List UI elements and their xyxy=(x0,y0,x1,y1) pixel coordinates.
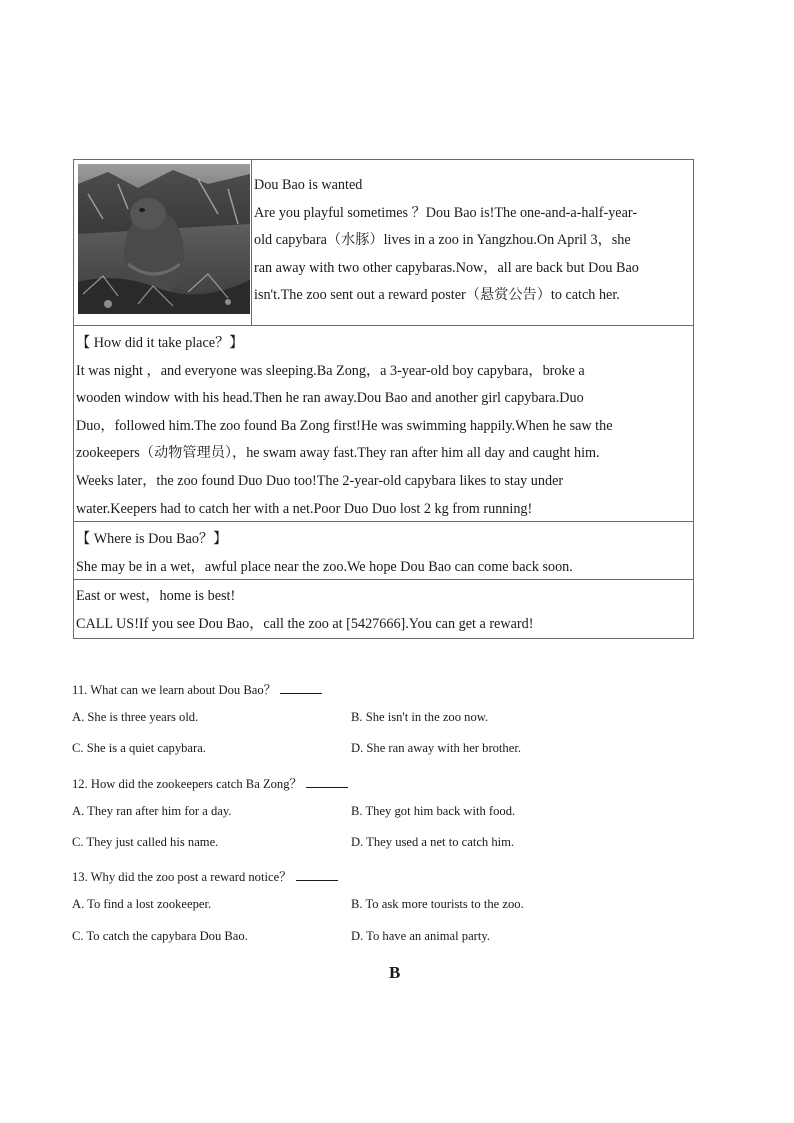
answer-blank[interactable] xyxy=(280,683,322,694)
capybara-photo xyxy=(78,164,250,314)
option-13-a[interactable]: A. To find a lost zookeeper. xyxy=(72,897,212,911)
poster-how-row xyxy=(74,326,693,522)
poster-where-row xyxy=(74,522,693,580)
question-12 xyxy=(72,773,348,792)
poster-title: Dou Bao is wanted xyxy=(254,177,363,193)
option-13-d[interactable]: D. To have an animal party. xyxy=(351,929,491,943)
how-line: water.Keepers had to catch her with a net.Poor Duo Duo lost 2 kg from running! xyxy=(76,500,533,517)
question-11 xyxy=(72,679,322,698)
option-11-c[interactable]: C. She is a quiet capybara. xyxy=(72,741,206,755)
how-section-text xyxy=(76,330,689,523)
poster-intro-row xyxy=(74,160,693,326)
photo-cell xyxy=(74,160,252,325)
where-heading: 【 Where is Dou Bao？】 xyxy=(76,531,228,547)
option-12-d[interactable]: D. They used a net to catch him. xyxy=(351,835,515,849)
option-13-b[interactable]: B. To ask more tourists to the zoo. xyxy=(351,897,524,911)
where-section-text xyxy=(76,526,689,581)
call-line: CALL US!If you see Dou Bao，call the zoo at [5427666].You can get a reward! xyxy=(76,615,534,632)
poster-call-row xyxy=(74,580,693,639)
how-heading: 【 How did it take place？】 xyxy=(76,335,244,351)
option-12-c[interactable]: C. They just called his name. xyxy=(72,835,219,849)
option-13-c[interactable]: C. To catch the capybara Dou Bao. xyxy=(72,929,248,943)
option-12-a[interactable]: A. They ran after him for a day. xyxy=(72,804,232,818)
answer-blank[interactable] xyxy=(306,777,348,788)
how-line: Duo，followed him.The zoo found Ba Zong first!He was swimming happily.When he saw the xyxy=(76,417,613,434)
intro-line: ran away with two other capybaras.Now，all are back but Dou Bao xyxy=(254,259,639,276)
option-11-b[interactable]: B. She isn't in the zoo now. xyxy=(351,710,489,724)
intro-line: old capybara（水豚）lives in a zoo in Yangzhou.On April 3，she xyxy=(254,232,631,249)
how-line: zookeepers（动物管理员），he swam away fast.They ran after him all day and caught him. xyxy=(76,445,600,462)
option-11-a[interactable]: A. She is three years old. xyxy=(72,710,199,724)
intro-line: isn't.The zoo sent out a reward poster（悬赏公告）to catch her. xyxy=(254,287,620,304)
call-line: East or west，home is best! xyxy=(76,588,236,604)
call-section-text xyxy=(76,583,689,638)
wanted-poster-table xyxy=(73,159,694,639)
option-11-d[interactable]: D. She ran away with her brother. xyxy=(351,741,521,755)
answer-blank[interactable] xyxy=(296,870,338,881)
how-line: wooden window with his head.Then he ran away.Dou Bao and another girl capybara.Duo xyxy=(76,390,584,407)
question-stem: 11. What can we learn about Dou Bao？ xyxy=(72,683,277,697)
section-label: B xyxy=(389,963,401,982)
how-line: It was night ，and everyone was sleeping.Ba Zong，a 3-year-old boy capybara，broke a xyxy=(76,362,585,379)
how-line: Weeks later，the zoo found Duo Duo too!The 2-year-old capybara likes to stay under xyxy=(76,472,564,489)
question-stem: 13. Why did the zoo post a reward notice？ xyxy=(72,870,292,884)
poster-intro-text xyxy=(254,172,690,310)
intro-line: Are you playful sometimes ？Dou Bao is!The one-and-a-half-year- xyxy=(254,204,638,221)
question-stem: 12. How did the zookeepers catch Ba Zong？ xyxy=(72,777,303,791)
question-13 xyxy=(72,866,338,885)
option-12-b[interactable]: B. They got him back with food. xyxy=(351,804,516,818)
where-line: She may be in a wet，awful place near the zoo.We hope Dou Bao can come back soon. xyxy=(76,558,573,575)
